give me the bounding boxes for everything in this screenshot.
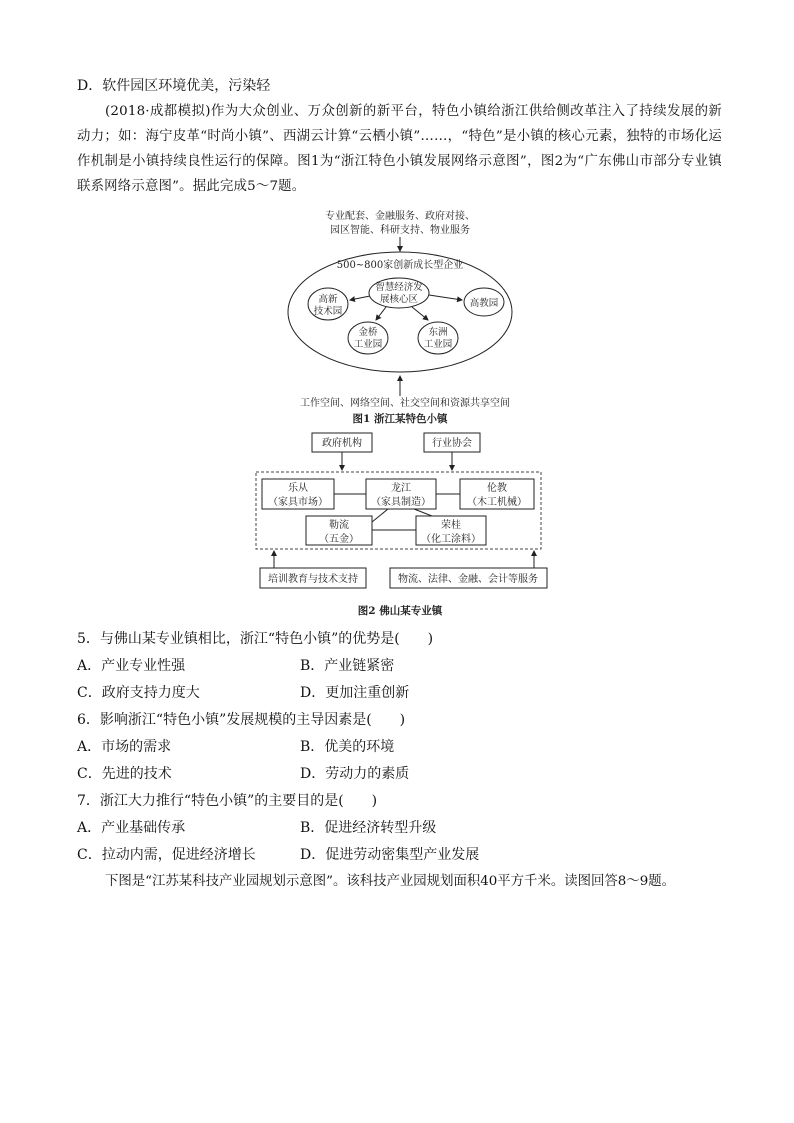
fig2-caption: 图2 佛山某专业镇 — [357, 605, 443, 617]
fig1-jinqiao-line2: 工业园 — [353, 339, 383, 350]
fig1-top-line1: 专业配套、金融服务、政府对接、 — [325, 211, 475, 222]
fig1-ellipse-title: 500~800家创新成长型企业 — [336, 260, 464, 271]
question-6-stem: 6．影响浙江“特色小镇”发展规模的主导因素是( ) — [77, 712, 406, 728]
fig1-caption: 图1 浙江某特色小镇 — [352, 413, 448, 425]
fig2-leliu-line2: （五金） — [319, 534, 359, 545]
question-7-option-c[interactable]: C．拉动内需，促进经济增长 — [77, 847, 256, 863]
intro-paragraph: (2018·成都模拟)作为大众创业、万众创新的新平台，特色小镇给浙江供给侧改革注入了持续发展的新动力；如：海宁皮革“时尚小镇”、西湖云计算“云栖小镇”……，“特色”是小镇的核心元素，独特的市场化运作机制是小镇持续良性运行的保障。图1为“浙江特色小镇发展网络示意图”，图2为“广东佛山市部分专业镇联系网络示意图”。据此完成5～7题。 — [77, 104, 722, 194]
fig2-lecong-line1: 乐从 — [288, 483, 308, 494]
fig2-lecong-line2: （家具市场） — [268, 497, 328, 508]
fig2-longjiang-line1: 龙江 — [391, 483, 411, 494]
fig2-ronggui-line2: （化工涂料） — [421, 534, 481, 545]
question-7-stem: 7．浙江大力推行“特色小镇”的主要目的是( ) — [77, 793, 378, 809]
question-7-option-d[interactable]: D．促进劳动密集型产业发展 — [300, 847, 480, 863]
question-6-option-a[interactable]: A．市场的需求 — [77, 739, 172, 755]
fig1-jinqiao-line1: 金桥 — [358, 327, 378, 338]
question-5-stem: 5．与佛山某专业镇相比，浙江“特色小镇”的优势是( ) — [77, 631, 434, 647]
question-5-option-d[interactable]: D．更加注重创新 — [300, 685, 410, 701]
question-6-option-d[interactable]: D．劳动力的素质 — [300, 766, 410, 782]
question-7-option-a[interactable]: A．产业基础传承 — [77, 820, 186, 836]
fig2-gov-label: 政府机构 — [322, 438, 362, 449]
figure2-diagram — [250, 430, 550, 620]
fig2-leliu-line1: 勒流 — [329, 520, 349, 531]
fig1-hightech-line1: 高新 — [318, 294, 338, 305]
fig2-training-label: 培训教育与技术支持 — [268, 574, 358, 585]
fig2-assoc-label: 行业协会 — [432, 438, 472, 449]
next-section-intro: 下图是“江苏某科技产业园规划示意图”。该科技产业园规划面积40平方千米。读图回答8～9题。 — [105, 874, 676, 889]
fig1-dongzhou-line1: 东洲 — [428, 327, 448, 338]
fig1-education-label: 高教园 — [469, 298, 499, 309]
question-5-option-c[interactable]: C．政府支持力度大 — [77, 685, 200, 701]
fig2-longjiang-line2: （家具制造） — [371, 497, 431, 508]
fig1-bottom-line: 工作空间、网络空间、社交空间和资源共享空间 — [300, 398, 510, 409]
fig2-ronggui-line1: 荣桂 — [441, 520, 461, 531]
fig1-center-line1: 智慧经济发 — [375, 282, 423, 293]
fig2-lunjiao-line1: 伦教 — [487, 483, 507, 494]
option-d-previous: D．软件园区环境优美，污染轻 — [77, 78, 271, 94]
question-5-option-b[interactable]: B．产业链紧密 — [300, 658, 395, 674]
fig1-hightech-line2: 技术园 — [313, 306, 343, 317]
question-6-option-b[interactable]: B．优美的环境 — [300, 739, 395, 755]
question-6-option-c[interactable]: C．先进的技术 — [77, 766, 172, 782]
question-7-option-b[interactable]: B．促进经济转型升级 — [300, 820, 437, 836]
question-5-option-a[interactable]: A．产业专业性强 — [77, 658, 186, 674]
fig1-center-line2: 展核心区 — [379, 294, 419, 305]
fig2-lunjiao-line2: （木工机械） — [467, 497, 527, 508]
fig2-services-label: 物流、法律、金融、会计等服务 — [398, 574, 538, 585]
fig1-dongzhou-line2: 工业园 — [423, 339, 453, 350]
fig1-top-line2: 园区智能、科研支持、物业服务 — [330, 225, 470, 236]
figure1-diagram — [280, 208, 520, 428]
